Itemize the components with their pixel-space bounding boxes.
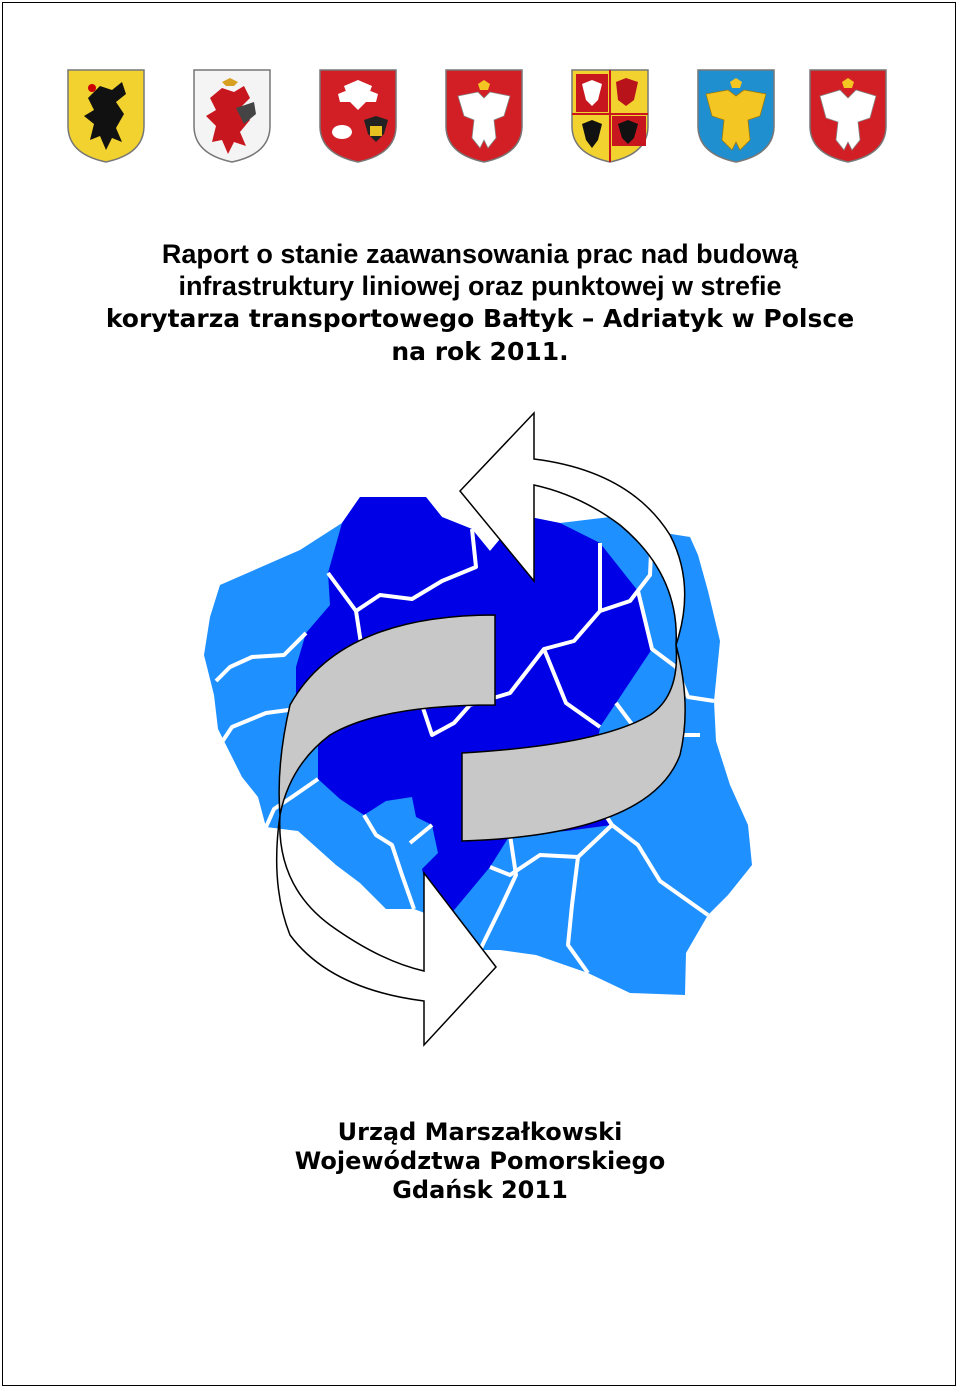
zachodniopomorskie-crest-icon [192, 68, 272, 164]
publication-place-year: Gdańsk 2011 [392, 1176, 568, 1204]
title-line-2: infrastruktury liniowej oraz punktowej w strefie [178, 271, 782, 301]
publisher-office: Urząd Marszałkowski [337, 1118, 623, 1146]
pomorskie-crest-icon [66, 68, 146, 164]
malopolskie-crest-icon [808, 68, 888, 164]
report-title [60, 238, 900, 368]
publisher-region: Województwa Pomorskiego [294, 1147, 666, 1175]
wielkopolskie-crest-icon [444, 68, 524, 164]
crest-row [60, 60, 900, 170]
slaskie-crest-icon [696, 68, 776, 164]
title-line-4: na rok 2011. [391, 337, 569, 366]
poland-map-with-arrows [180, 405, 780, 1055]
publisher-block [60, 1118, 900, 1205]
lubuskie-crest-icon [570, 68, 650, 164]
title-line-3: korytarza transportowego Bałtyk – Adriatyk w Polsce [105, 304, 855, 333]
warminsko-mazurskie-crest-icon [318, 68, 398, 164]
title-line-1: Raport o stanie zaawansowania prac nad budową [161, 239, 799, 269]
